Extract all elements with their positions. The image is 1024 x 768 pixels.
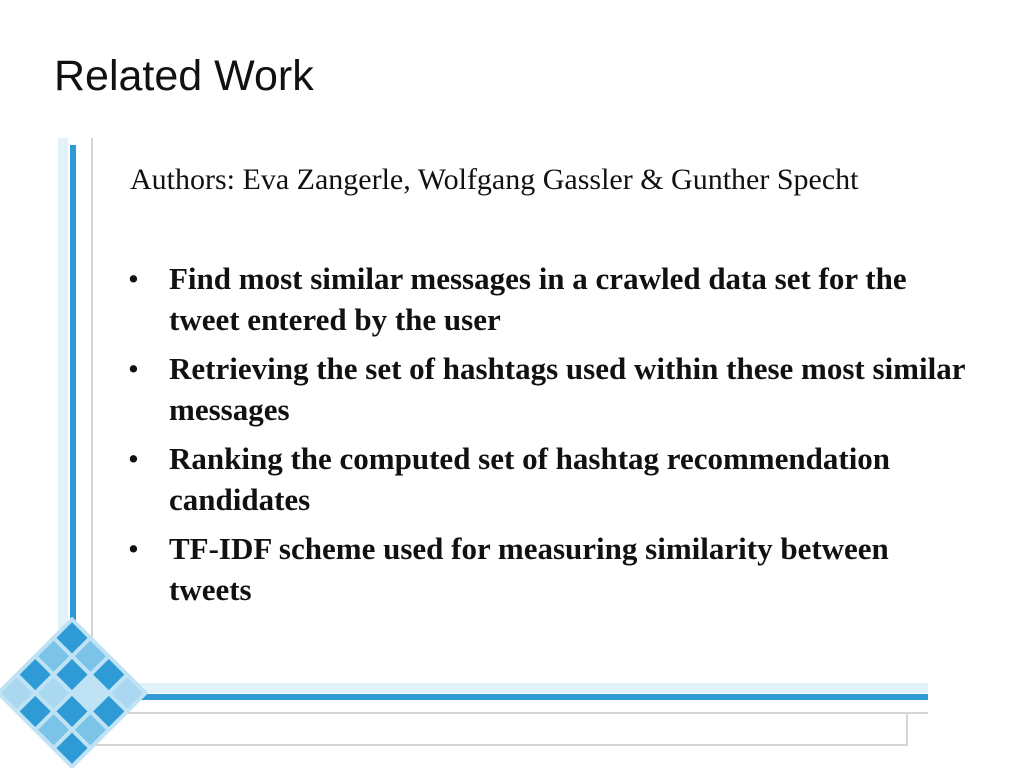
bullet-icon: • [128,261,139,296]
frame-bottom-gray [92,744,908,746]
frame-vertical-gray [91,138,93,723]
bullet-item [128,258,978,340]
bullet-text: Ranking the computed set of hashtag recommendation candidates [169,441,891,517]
frame-horizontal-gray [92,712,928,714]
bullet-text: Find most similar messages in a crawled data set for the tweet entered by the user [169,261,907,337]
bullet-icon: • [128,351,139,386]
bullet-item [128,438,978,520]
slide-title: Related Work [54,52,314,100]
authors-line: Authors: Eva Zangerle, Wolfgang Gassler & Gunther Specht [130,163,859,196]
frame-right-tick [906,712,908,746]
bullet-list [128,258,978,618]
bullet-item [128,348,978,430]
frame-vertical-blue [70,145,76,700]
bullet-icon: • [128,531,139,566]
bullet-item [128,528,978,610]
frame-horizontal-blue [92,694,928,700]
frame-vertical-pale [58,138,68,698]
bullet-icon: • [128,441,139,476]
bullet-text: Retrieving the set of hashtags used within these most similar messages [169,351,965,427]
frame-horizontal-pale [92,683,928,693]
bullet-text: TF-IDF scheme used for measuring similarity between tweets [169,531,889,607]
